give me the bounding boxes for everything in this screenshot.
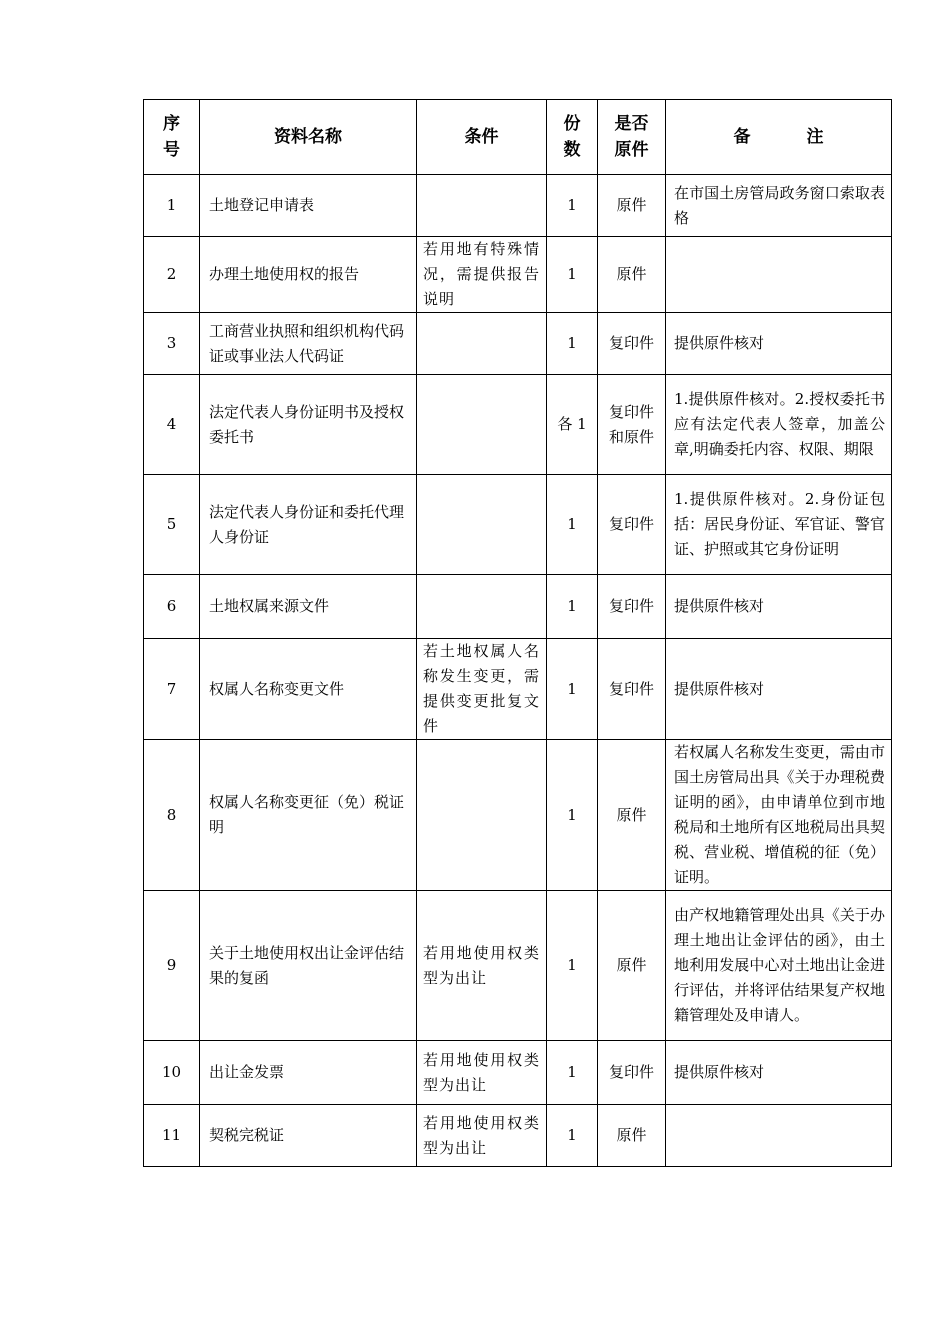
row-name: 办理土地使用权的报告 (200, 237, 417, 313)
row-remark (666, 237, 892, 313)
table-row (144, 639, 892, 740)
row-copies: 1 (547, 1041, 598, 1105)
row-original: 复印件 (598, 1041, 666, 1105)
row-remark: 1.提供原件核对。2.身份证包括：居民身份证、军官证、警官证、护照或其它身份证明 (666, 475, 892, 575)
row-copies: 1 (547, 891, 598, 1041)
row-index: 6 (144, 575, 200, 639)
row-original: 复印件 (598, 475, 666, 575)
row-condition (417, 575, 547, 639)
header-row (144, 100, 892, 175)
table-row (144, 891, 892, 1041)
table-row (144, 475, 892, 575)
row-original: 原件 (598, 175, 666, 237)
table-row (144, 313, 892, 375)
row-condition (417, 475, 547, 575)
table-row (144, 575, 892, 639)
row-name: 土地登记申请表 (200, 175, 417, 237)
row-remark: 提供原件核对 (666, 639, 892, 740)
row-copies: 1 (547, 639, 598, 740)
table-row (144, 175, 892, 237)
row-name: 契税完税证 (200, 1105, 417, 1167)
header-remark-part1: 备 (733, 127, 751, 147)
row-name: 关于土地使用权出让金评估结果的复函 (200, 891, 417, 1041)
row-original: 复印件和原件 (598, 375, 666, 475)
header-original-line2: 原件 (614, 140, 649, 160)
row-index: 2 (144, 237, 200, 313)
header-copies-line2: 数 (563, 140, 581, 160)
header-original-line1: 是否 (614, 114, 649, 134)
row-original: 原件 (598, 237, 666, 313)
row-condition: 若用地使用权类型为出让 (417, 891, 547, 1041)
header-original (598, 100, 666, 175)
materials-table (143, 99, 892, 1167)
row-copies: 1 (547, 237, 598, 313)
header-name: 资料名称 (200, 100, 417, 175)
header-index-line1: 序 (163, 114, 180, 134)
row-remark: 提供原件核对 (666, 1041, 892, 1105)
row-condition: 若用地使用权类型为出让 (417, 1105, 547, 1167)
header-condition: 条件 (417, 100, 547, 175)
table-row (144, 375, 892, 475)
row-condition: 若用地使用权类型为出让 (417, 1041, 547, 1105)
row-original: 复印件 (598, 313, 666, 375)
header-copies-line1: 份 (563, 114, 581, 134)
row-index: 1 (144, 175, 200, 237)
row-copies: 1 (547, 575, 598, 639)
table-row (144, 237, 892, 313)
row-name: 权属人名称变更文件 (200, 639, 417, 740)
row-name: 工商营业执照和组织机构代码证或事业法人代码证 (200, 313, 417, 375)
row-remark: 由产权地籍管理处出具《关于办理土地出让金评估的函》，由土地利用发展中心对土地出让金进行评估，并将评估结果复产权地籍管理处及申请人。 (666, 891, 892, 1041)
header-copies (547, 100, 598, 175)
row-name: 出让金发票 (200, 1041, 417, 1105)
row-copies: 1 (547, 740, 598, 891)
row-index: 4 (144, 375, 200, 475)
row-copies: 1 (547, 1105, 598, 1167)
row-index: 9 (144, 891, 200, 1041)
row-copies: 1 (547, 175, 598, 237)
row-remark: 在市国土房管局政务窗口索取表格 (666, 175, 892, 237)
row-index: 3 (144, 313, 200, 375)
header-index-line2: 号 (163, 140, 180, 160)
row-condition: 若用地有特殊情况，需提供报告说明 (417, 237, 547, 313)
row-index: 8 (144, 740, 200, 891)
row-original: 原件 (598, 891, 666, 1041)
row-condition (417, 175, 547, 237)
header-remark-part2: 注 (806, 127, 824, 147)
row-original: 原件 (598, 740, 666, 891)
row-condition (417, 375, 547, 475)
row-condition: 若土地权属人名称发生变更，需提供变更批复文件 (417, 639, 547, 740)
table-row (144, 1041, 892, 1105)
table-row (144, 740, 892, 891)
row-original: 复印件 (598, 639, 666, 740)
row-index: 10 (144, 1041, 200, 1105)
row-remark (666, 1105, 892, 1167)
row-index: 5 (144, 475, 200, 575)
row-name: 土地权属来源文件 (200, 575, 417, 639)
row-copies: 各 1 (547, 375, 598, 475)
row-remark: 提供原件核对 (666, 575, 892, 639)
row-condition (417, 313, 547, 375)
row-name: 法定代表人身份证和委托代理人身份证 (200, 475, 417, 575)
row-remark: 提供原件核对 (666, 313, 892, 375)
row-original: 原件 (598, 1105, 666, 1167)
row-copies: 1 (547, 475, 598, 575)
header-index (144, 100, 200, 175)
row-remark: 1.提供原件核对。2.授权委托书应有法定代表人签章，加盖公章,明确委托内容、权限、期限 (666, 375, 892, 475)
row-copies: 1 (547, 313, 598, 375)
header-remark (666, 100, 892, 175)
row-index: 11 (144, 1105, 200, 1167)
row-index: 7 (144, 639, 200, 740)
row-name: 权属人名称变更征（免）税证明 (200, 740, 417, 891)
row-remark: 若权属人名称发生变更，需由市国土房管局出具《关于办理税费证明的函》，由申请单位到市地税局和土地所有区地税局出具契税、营业税、增值税的征（免）证明。 (666, 740, 892, 891)
row-name: 法定代表人身份证明书及授权委托书 (200, 375, 417, 475)
row-condition (417, 740, 547, 891)
row-original: 复印件 (598, 575, 666, 639)
table-row (144, 1105, 892, 1167)
